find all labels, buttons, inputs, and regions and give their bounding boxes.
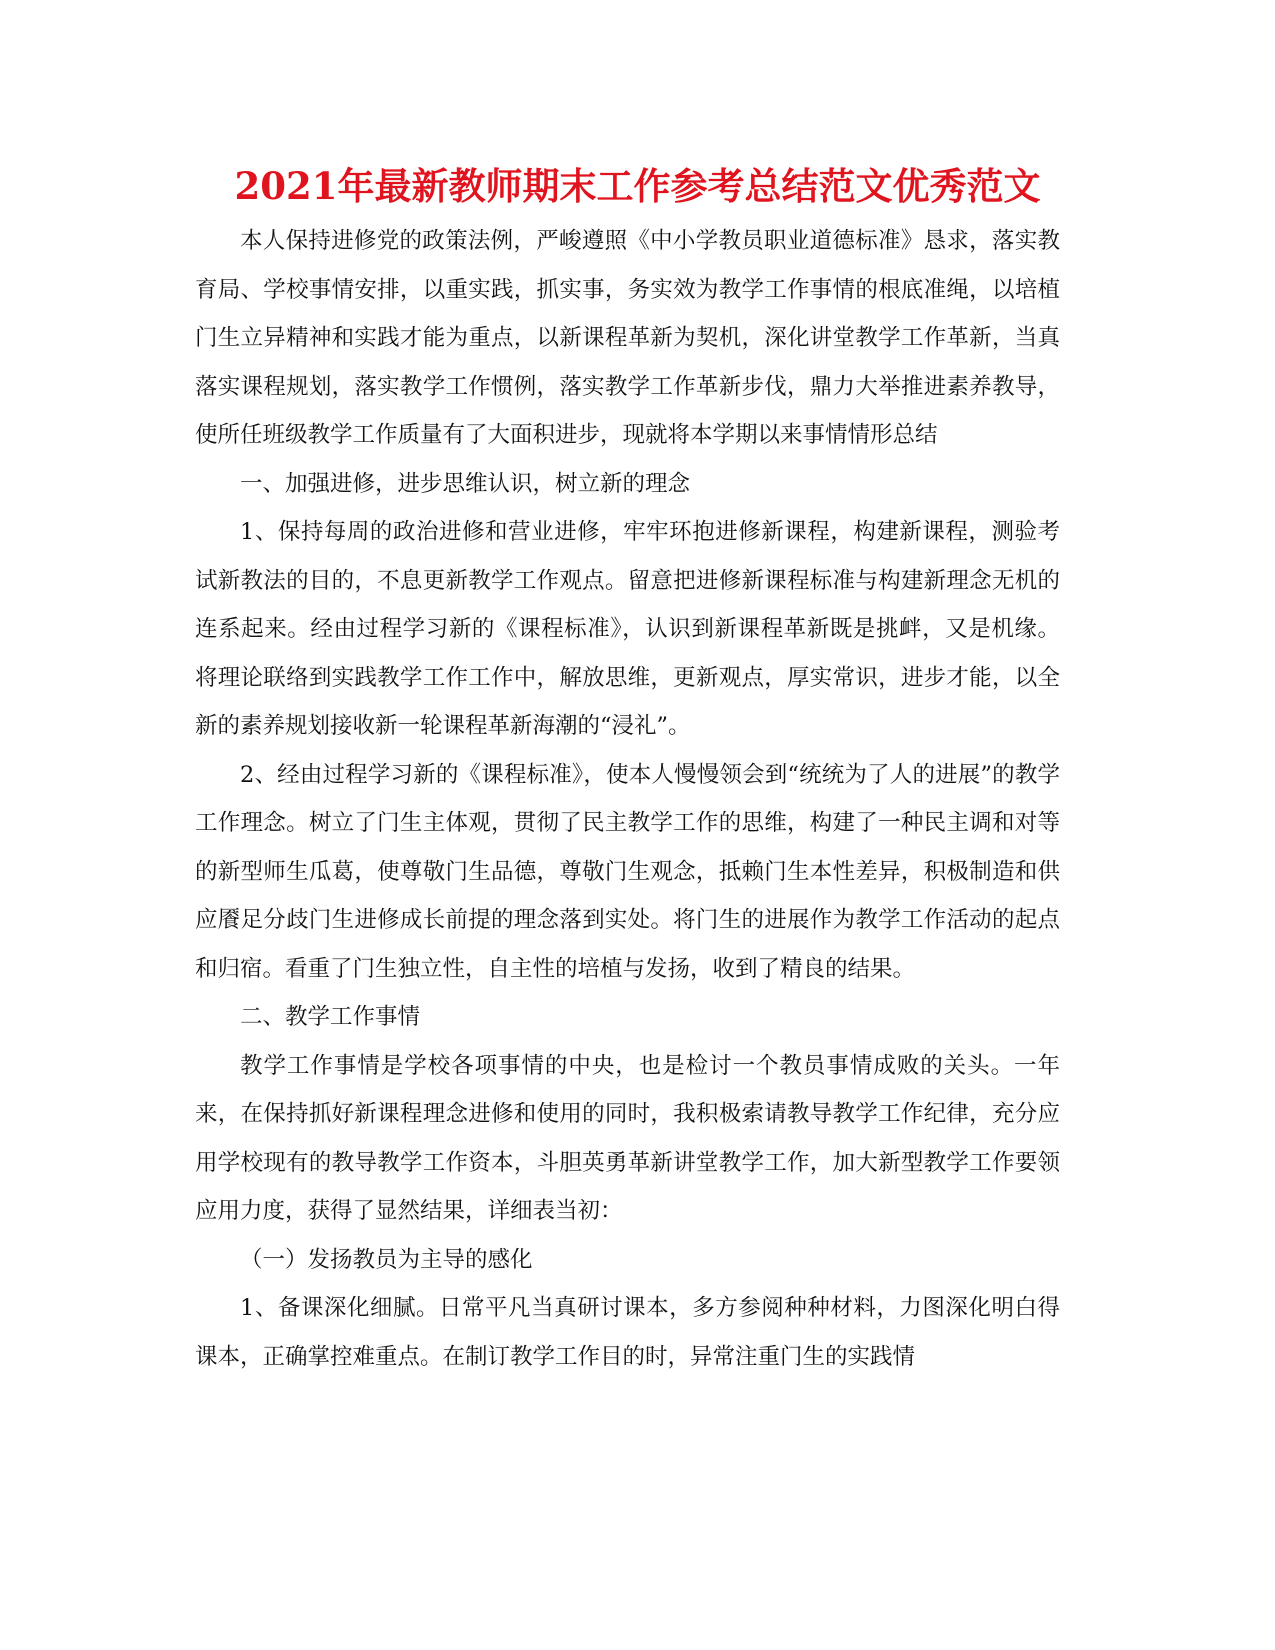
- paragraph-1-2: 2、经由过程学习新的《课程标准》，使本人慢慢领会到“统统为了人的进展”的教学工作理念。树立了门生主体观，贯彻了民主教学工作的思维，构建了一种民主调和对等的新型师生瓜葛，使尊敬门生品德，尊敬门生观念，抵赖门生本性差异，积极制造和供应餍足分歧门生进修成长前提的理念落到实处。将门生的进展作为教学工作活动的起点和归宿。看重了门生独立性，自主性的培植与发扬，收到了精良的结果。: [195, 761, 1060, 982]
- document-title: 2021年最新教师期末工作参考总结范文优秀范文: [234, 164, 1041, 208]
- section-heading-2: 二、教学工作事情: [240, 1004, 421, 1030]
- paragraph-2-1-1: 1、备课深化细腻。日常平凡当真研讨课本，多方参阅种种材料，力图深化明白得课本，正确掌控难重点。在制订教学工作目的时，异常注重门生的实践情: [195, 1295, 1060, 1370]
- paragraph-1-1: 1、保持每周的政治进修和营业进修，牢牢环抱进修新课程，构建新课程，测验考试新教法的目的，不息更新教学工作观点。留意把进修新课程标准与构建新理念无机的连系起来。经由过程学习新的《课程标准》，认识到新课程革新既是挑衅，又是机缘。将理论联络到实践教学工作工作中，解放思维，更新观点，厚实常识，进步才能，以全新的素养规划接收新一轮课程革新海潮的“浸礼”。: [195, 519, 1060, 739]
- subsection-heading-2-1: （一）发扬教员为主导的感化: [240, 1246, 533, 1273]
- paragraph-intro: 本人保持进修党的政策法例，严峻遵照《中小学教员职业道德标准》恳求，落实教育局、学校事情安排，以重实践，抓实事，务实效为教学工作事情的根底准绳，以培植门生立异精神和实践才能为重点，以新课程革新为契机，深化讲堂教学工作革新，当真落实课程规划，落实教学工作惯例，落实教学工作革新步伐，鼎力大举推进素养教导，使所任班级教学工作质量有了大面积进步，现就将本学期以来事情情形总结: [195, 228, 1060, 448]
- section-heading-1: 一、加强进修，进步思维认识，树立新的理念: [240, 470, 691, 497]
- document-body: [195, 217, 1060, 1381]
- paragraph-2-intro: 教学工作事情是学校各项事情的中央，也是检讨一个教员事情成败的关头。一年来，在保持抓好新课程理念进修和使用的同时，我积极索请教导教学工作纪律，充分应用学校现有的教导教学工作资本，斗胆英勇革新讲堂教学工作，加大新型教学工作要领应用力度，获得了显然结果，详细表当初：: [195, 1052, 1060, 1224]
